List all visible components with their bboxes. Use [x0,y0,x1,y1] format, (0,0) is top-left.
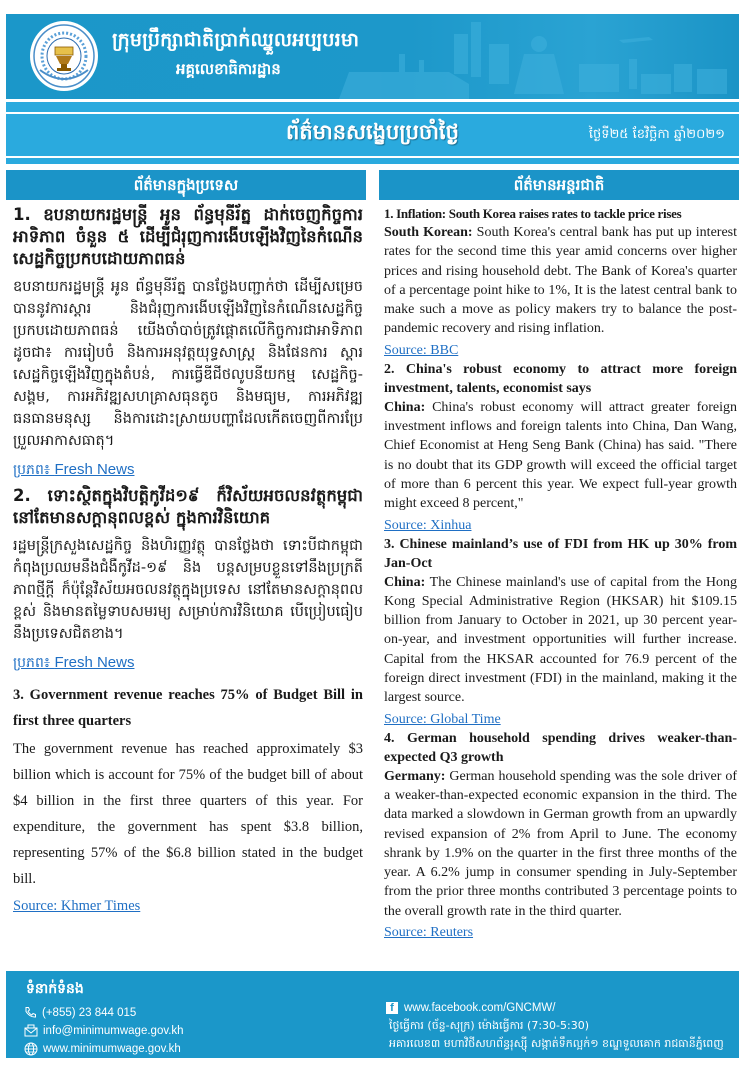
news-article [379,729,739,942]
source-link[interactable]: Source: BBC [384,342,459,358]
article-text: German household spending was the sole driver of a weaker-than-expected economic expansion in the third. The data marked a slowdown in German growth from an upwardly revised expansion of 2% from April to June. The economy shrank by 1.9% on the quarter in the first three months of the year. A 6.2% jump in consumer spending in July-September from the prior three months contributed 3 percentage points to the overall growth rate in the third quarter. [384,768,737,919]
email-icon [24,1024,38,1037]
article-body [379,573,739,708]
article-title: 4. German household spending drives weaker-than-expected Q3 growth [384,730,737,765]
news-article [6,682,366,915]
article-text: South Korea's central bank has put up interest rates for the second time this year amid concerns over higher prices and rising household debt. The Bank of Korea's quarter of a percentage point hike to 1%, It is the latest central bank to make such a move as policy makers try to balance the post-pandemic recovery and rising inflation. [384,225,737,337]
source-link[interactable]: Source: Khmer Times [13,898,141,914]
facebook-url: www.facebook.com/GNCMW/ [404,1002,556,1014]
international-news-column [379,170,739,942]
domestic-news-column [6,170,366,915]
domestic-news-heading: ព័ត៌មានក្នុងប្រទេស [6,170,366,200]
news-article [6,204,366,481]
contact-facebook[interactable] [386,1002,555,1014]
source-name: Fresh News [54,654,135,671]
organization-department: អគ្គលេខាធិការដ្ឋាន [176,60,281,78]
article-title: 1. ឧបនាយករដ្ឋមន្ត្រី អូន ព័ន្ធមុនីរ័ត្ន ដាក់ចេញកិច្ចការអាទិភាព ចំនួន ៥ ដើម្បីជំរុញការងើបឡើងវិញនៃកំណើនសេដ្ឋកិច្ចប្រកបដោយភាពធន់ [13,205,363,268]
source-prefix: ប្រភព៖ [13,655,50,671]
article-body: The government revenue has reached approximately $3 billion which is account for 75% of the budget bill of about $4 billion in the first three quarters of this year. For expenditure, the government has spent $3.8 billion, representing 57% of the $6.8 billion stated in the budget bill. [13,741,363,887]
organization-name: ក្រុមប្រឹក្សាជាតិប្រាក់ឈ្នួលអប្បបរមា [112,29,360,51]
article-text: The Chinese mainland's use of capital from the Hong Kong Special Administrative Region (HKSAR) hit $109.15 billion from January to October in 2021, up 30 percent year-on-year, and investment opportunities will further increase. Capital from the HKSAR accounted for 76.9 percent of the foreign direct investment (FDI) in the mainland, making it the largest source. [384,574,737,706]
source-link[interactable] [13,460,134,481]
news-article [6,485,366,674]
article-text: China's robust economy will attract greater foreign investment inflows and foreign talents into China, Dan Wang, Chief Economist at Heng Seng Bank (China) has said. "There is no doubt that its GDP growth will exceed the official target of more than 6 percent this year. We expect full-year growth might exceed 8 percent," [384,399,737,512]
source-link[interactable] [13,653,134,674]
document-title: ព័ត៌មានសង្ខេបប្រចាំថ្ងៃ [286,120,459,144]
globe-icon [24,1042,38,1056]
city-port-illustration [279,14,739,99]
news-article [379,204,739,360]
article-body [379,398,739,514]
news-article [379,360,739,535]
article-lead: China: [384,574,426,590]
website-url: www.minimumwage.gov.kh [43,1043,181,1055]
office-hours: ថ្ងៃធ្វើការ (ច័ន្ទ-សុក្រ) ម៉ោងធ្វើការ (7:30-5:30) [389,1019,589,1032]
source-name: Fresh News [54,461,135,478]
divider [6,156,739,158]
office-address: អគារលេខ៣ មហាវិថីសហព័ន្ធរុស្ស៊ី សង្កាត់ទឹកល្អក់១ ខណ្ឌទួលគោក រាជធានីភ្នំពេញ [389,1037,724,1050]
article-body [379,223,739,339]
international-news-heading: ព័ត៌មានអន្តរជាតិ [379,170,739,200]
article-body [379,767,739,921]
article-lead: South Korean: [384,225,473,240]
article-title: 3. Government revenue reaches 75% of Budget Bill in first three quarters [13,687,363,729]
source-prefix: ប្រភព៖ [13,462,50,478]
contact-email[interactable] [24,1024,184,1037]
article-title: 2. China's robust economy to attract more foreign investment, talents, economist says [384,361,737,396]
email-address: info@minimumwage.gov.kh [43,1024,184,1037]
phone-icon [24,1006,37,1019]
article-lead: China: [384,399,426,415]
article-title: 1. Inflation: South Korea raises rates to tackle price rises [384,206,682,221]
source-link[interactable]: Source: Reuters [384,925,474,941]
news-article [379,535,739,729]
source-link[interactable]: Source: Xinhua [384,517,472,533]
document-date: ថ្ងៃទី២៥ ខែវិច្ឆិកា ឆ្នាំ២០២១ [588,127,725,142]
phone-number: (+855) 23 844 015 [42,1006,137,1019]
article-body: ឧបនាយករដ្ឋមន្ត្រី អូន ព័ន្ធមុនីរ័ត្ន បានថ្លែងបញ្ជាក់ថា ដើម្បីសម្រេចបាននូវការស្តារ និងជំរុញការងើបឡើងវិញនៃកំណើនសេដ្ឋកិច្ច ប្រកបដោយភាពធន់ យើងចាំបាច់ត្រូវផ្តោតលើកិច្ចការជាអាទិភាពដូចជា៖ ការរៀបចំ និងការអនុវត្តយុទ្ធសាស្ត្រ និងផែនការ ស្តារសេដ្ឋកិច្ចឡើងវិញក្នុងតំបន់, ការធ្វើឌីជីថលូបនីយកម្ម សេដ្ឋកិច្ច-សង្គម, ការអភិវឌ្ឍសហគ្រាសធុនតូច និងមធ្យម, ការអភិវឌ្ឍធនធានមនុស្ស និងការដោះស្រាយបញ្ហាដែលកើតចេញពីការប្រែប្រួលអាកាសធាតុ។ [13,279,363,449]
divider [6,112,739,114]
article-body: រដ្ឋមន្ត្រីក្រសួងសេដ្ឋកិច្ច និងហិរញ្ញវត្ថុ បានថ្លែងថា ទោះបីជាកម្ពុជាកំពុងប្រឈមនឹងជំងឺកូវីដ-១៩ និង បន្តសម្របខ្លួនទៅនឹងប្រក្រតីភាពថ្មីក្តី ក៏ប៉ុន្តែវិស័យអចលនវត្ថុក្នុងប្រទេស នៅតែមានសក្តានុពលខ្ពស់ និងមានតម្លៃទាបសមរម្យ សម្រាប់ការវិនិយោគ បើប្រៀបធៀបនឹងប្រទេសជិតខាង។ [13,538,363,642]
article-lead: Germany: [384,768,446,784]
contact-heading: ទំនាក់ទំនង [26,981,84,997]
article-title: 2. ទោះស្ថិតក្នុងវិបត្តិកូវីដ១៩ ក៏វិស័យអចលនវត្ថុកម្ពុជា នៅតែមានសក្តានុពលខ្ពស់ ក្នុងការវិនិយោគ [13,486,363,527]
contact-phone[interactable] [24,1006,136,1019]
header-banner [6,14,739,99]
facebook-icon: f [386,1002,398,1014]
council-seal-logo [28,20,100,92]
source-link[interactable]: Source: Global Time [384,711,501,727]
contact-footer [6,971,739,1058]
article-title: 3. Chinese mainland’s use of FDI from HK up 30% from Jan-Oct [384,536,737,571]
title-bar [6,102,739,164]
contact-website[interactable] [24,1042,181,1056]
